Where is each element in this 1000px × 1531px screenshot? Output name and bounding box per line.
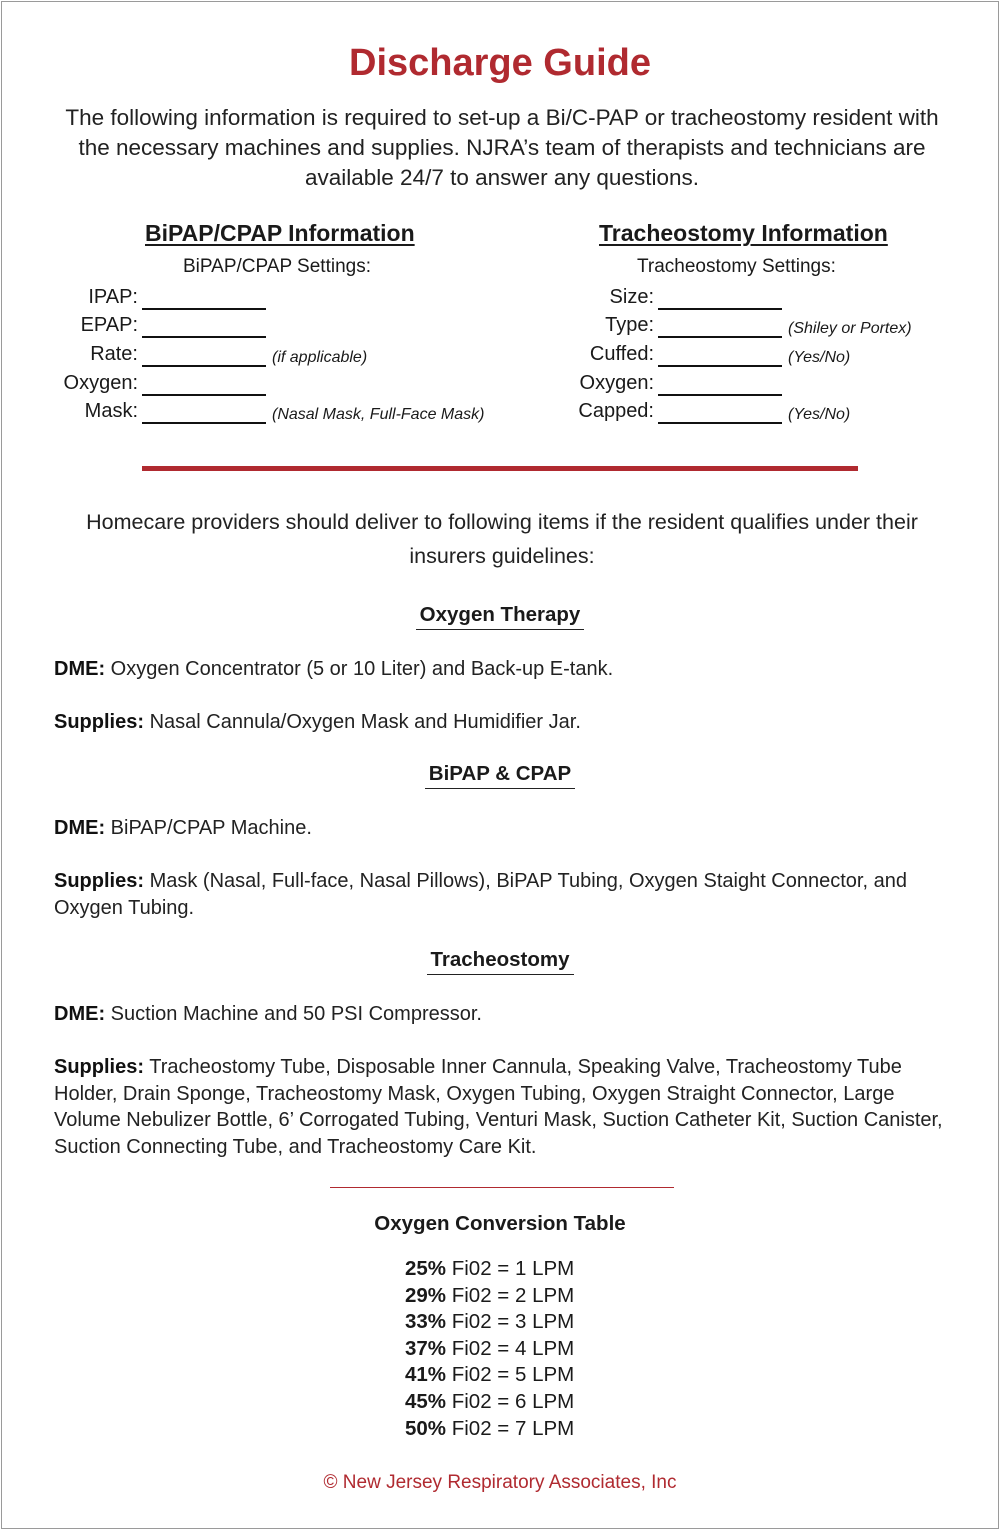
- fio2-percent: 33%: [405, 1310, 447, 1334]
- dme-text: Suction Machine and 50 PSI Compressor.: [110, 1003, 482, 1025]
- trach-settings-subheading: Tracheostomy Settings:: [637, 256, 836, 277]
- homecare-paragraph: Homecare providers should deliver to following items if the resident qualifies under their insurers guidelines:: [86, 510, 918, 568]
- field-label: Capped:: [578, 400, 654, 422]
- field-label: IPAP:: [88, 286, 138, 308]
- fio2-percent: 50%: [405, 1416, 447, 1440]
- conversion-row: [405, 1389, 574, 1416]
- fio2-percent: 29%: [405, 1283, 447, 1307]
- field-hint: (Nasal Mask, Full-Face Mask): [272, 406, 485, 423]
- supplies-label: Supplies:: [54, 711, 145, 733]
- blank-line[interactable]: [142, 422, 266, 424]
- bipap-cpap-heading: [2, 762, 998, 789]
- copyright-footer: © New Jersey Respiratory Associates, Inc: [323, 1472, 677, 1493]
- fio2-percent: 45%: [405, 1389, 447, 1413]
- supplies-label: Supplies:: [54, 870, 145, 892]
- tracheostomy-supplies: [54, 1054, 964, 1160]
- section-divider: [142, 466, 858, 471]
- trach-info-heading: Tracheostomy Information: [599, 220, 888, 246]
- lpm-value: Fi02 = 5 LPM: [446, 1363, 575, 1387]
- field-label: Size:: [609, 286, 654, 308]
- supplies-text: Mask (Nasal, Full-face, Nasal Pillows), BiPAP Tubing, Oxygen Staight Connector, and Oxygen Tubing.: [54, 870, 907, 919]
- conversion-row: [405, 1362, 574, 1389]
- field-hint: (Yes/No): [788, 349, 851, 366]
- supplies-label: Supplies:: [54, 1056, 145, 1078]
- lpm-value: Fi02 = 4 LPM: [446, 1336, 575, 1360]
- supplies-text: Nasal Cannula/Oxygen Mask and Humidifier Jar.: [149, 711, 581, 733]
- field-hint: (Yes/No): [788, 406, 851, 423]
- conversion-row: [405, 1309, 574, 1336]
- conversion-table-title: Oxygen Conversion Table: [374, 1212, 626, 1235]
- field-label: EPAP:: [80, 314, 138, 336]
- dme-text: BiPAP/CPAP Machine.: [110, 817, 312, 839]
- blank-line[interactable]: [142, 308, 266, 310]
- blank-line[interactable]: [658, 394, 782, 396]
- lpm-value: Fi02 = 3 LPM: [446, 1310, 575, 1334]
- conversion-row: [405, 1256, 574, 1283]
- lpm-value: Fi02 = 7 LPM: [446, 1416, 575, 1440]
- field-label: Rate:: [90, 343, 138, 365]
- bipap-info-heading: BiPAP/CPAP Information: [145, 220, 415, 246]
- discharge-guide-page: [1, 1, 999, 1529]
- heading-text: Tracheostomy: [427, 948, 574, 975]
- bipap-cpap-dme: [54, 815, 964, 842]
- blank-line[interactable]: [142, 394, 266, 396]
- intro-paragraph: The following information is required to set-up a Bi/C-PAP or tracheostomy resident with the necessary machines and supplies. NJRA’s team of therapists and technicians are available 24/7 to answer any questions.: [65, 105, 939, 190]
- oxygen-therapy-dme: [54, 656, 964, 683]
- bipap-cpap-supplies: [54, 868, 964, 921]
- blank-line[interactable]: [142, 336, 266, 338]
- tracheostomy-dme: [54, 1001, 964, 1028]
- dme-label: DME:: [54, 817, 106, 839]
- oxygen-therapy-heading: [2, 603, 998, 630]
- field-hint: (if applicable): [272, 349, 368, 366]
- lpm-value: Fi02 = 2 LPM: [446, 1283, 575, 1307]
- blank-line[interactable]: [658, 365, 782, 367]
- lpm-value: Fi02 = 6 LPM: [446, 1389, 575, 1413]
- conversion-row: [405, 1416, 574, 1443]
- dme-label: DME:: [54, 1003, 106, 1025]
- blank-line[interactable]: [658, 336, 782, 338]
- field-hint: (Shiley or Portex): [788, 320, 912, 337]
- heading-text: Oxygen Therapy: [416, 603, 585, 630]
- fio2-percent: 37%: [405, 1336, 447, 1360]
- tracheostomy-heading: [2, 948, 998, 975]
- field-label: Cuffed:: [589, 343, 654, 365]
- fio2-percent: 25%: [405, 1257, 447, 1280]
- supplies-text: Tracheostomy Tube, Disposable Inner Cannula, Speaking Valve, Tracheostomy Tube Holder, Drain Sponge, Tracheostomy Mask, Oxygen Tubing, Oxygen Straight Connector, Large Volume Nebulizer Bottle, 6’ Corrogated Tubing, Venturi Mask, Suction Catheter Kit, Suction Canister, Suction Connecting Tube, and Tracheostomy Care Kit.: [54, 1056, 943, 1158]
- conversion-row: [405, 1283, 574, 1310]
- conversion-row: [405, 1336, 574, 1363]
- field-label: Type:: [605, 314, 654, 336]
- oxygen-therapy-supplies: [54, 709, 964, 736]
- fio2-percent: 41%: [405, 1363, 447, 1387]
- lpm-value: Fi02 = 1 LPM: [446, 1257, 575, 1280]
- bipap-settings-subheading: BiPAP/CPAP Settings:: [183, 256, 371, 277]
- dme-label: DME:: [54, 658, 106, 680]
- blank-line[interactable]: [658, 308, 782, 310]
- conversion-divider: [330, 1187, 674, 1188]
- heading-text: BiPAP & CPAP: [425, 762, 575, 789]
- blank-line[interactable]: [658, 422, 782, 424]
- field-label: Oxygen:: [579, 372, 654, 394]
- blank-line[interactable]: [142, 365, 266, 367]
- field-label: Mask:: [84, 400, 138, 422]
- field-label: Oxygen:: [63, 372, 138, 394]
- dme-text: Oxygen Concentrator (5 or 10 Liter) and Back-up E-tank.: [110, 658, 614, 680]
- conversion-table: [405, 1256, 574, 1442]
- page-title: Discharge Guide: [349, 42, 651, 84]
